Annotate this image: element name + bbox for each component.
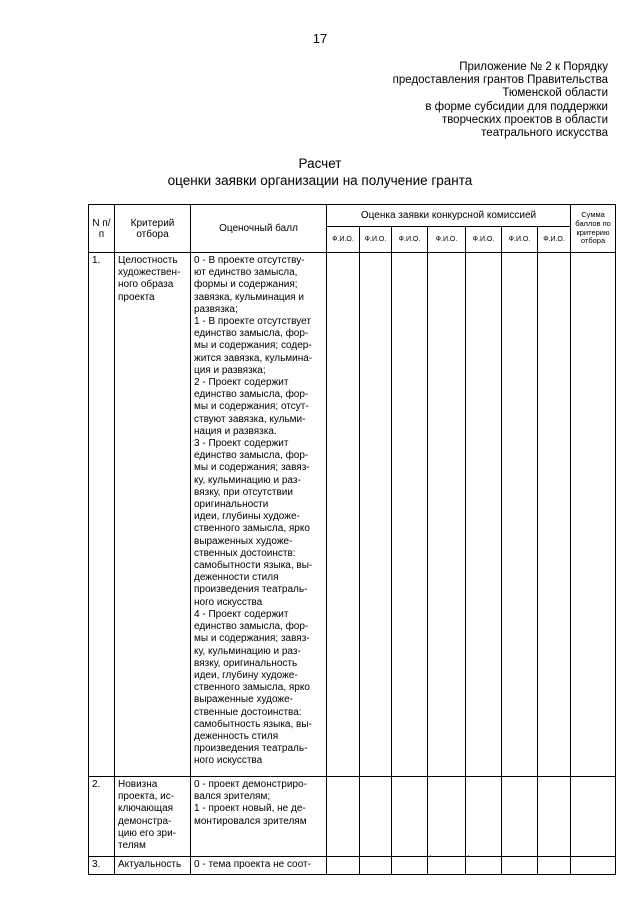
score-line: 1 - проект новый, не де- (194, 803, 306, 815)
score-line: единство замысла, фор- (194, 621, 309, 633)
score-cell[interactable] (392, 857, 428, 875)
header-criterion (115, 205, 191, 253)
score-line: деженности стиля (194, 572, 279, 584)
appendix-line: Приложение № 2 к Порядку (459, 61, 608, 73)
row-score-description (191, 857, 327, 875)
header-number (89, 205, 115, 253)
score-line: единство замысла, фор- (194, 328, 309, 340)
score-line: развязка; (194, 303, 238, 315)
header-fio: Ф.И.О. (466, 227, 502, 253)
header-fio: Ф.И.О. (360, 227, 392, 253)
header-fio: Ф.И.О. (327, 227, 360, 253)
criterion-line: Новизна (118, 779, 158, 790)
score-line: оригинальности (194, 499, 269, 511)
page-number: 17 (312, 31, 328, 46)
score-line: формы и содержания; (194, 279, 298, 291)
row-number: 2. (89, 777, 115, 857)
score-line: произведения театраль- (194, 584, 308, 596)
title-line: Расчет (298, 156, 342, 171)
score-line: вязку, при отсутствии (194, 486, 293, 498)
score-cell[interactable] (538, 253, 571, 777)
evaluation-table (88, 204, 616, 875)
score-cell[interactable] (327, 857, 360, 875)
criterion-line: Актуальность (118, 859, 182, 870)
score-line: ют единство замысла, (194, 267, 298, 279)
score-line: мы и содержания; завяз- (194, 633, 310, 645)
score-line: ку, кульминацию и раз- (194, 474, 301, 486)
score-line: мы и содержания; содер- (194, 340, 312, 352)
row-criterion (115, 777, 191, 857)
criterion-line: ключающая (118, 803, 174, 815)
scan-speck (468, 855, 469, 856)
score-line: единство замысла, фор- (194, 450, 309, 462)
document-title (0, 155, 640, 189)
score-cell[interactable] (502, 253, 538, 777)
score-line: 0 - тема проекта не соот- (194, 859, 311, 870)
header-criterion-line: отбора (136, 228, 169, 240)
header-number-line: п (98, 228, 105, 240)
score-cell[interactable] (466, 857, 502, 875)
row-criterion (115, 253, 191, 777)
header-sum-line: баллов по (575, 218, 611, 228)
score-cell[interactable] (428, 253, 466, 777)
score-line: ственных достоинств: (194, 547, 296, 559)
score-cell[interactable] (327, 253, 360, 777)
header-fio: Ф.И.О. (502, 227, 538, 253)
appendix-line: театрального искусства (481, 127, 608, 140)
score-cell[interactable] (538, 857, 571, 875)
score-cell[interactable] (392, 253, 428, 777)
criterion-line: демонстра- (118, 815, 172, 827)
header-sum-line: отбора (580, 236, 606, 246)
header-sum (571, 205, 616, 253)
score-line: идеи, глубины художе- (194, 511, 300, 523)
criterion-line: проекта (118, 291, 155, 303)
score-line: 1 - В проекте отсутствует (194, 316, 311, 328)
appendix-line: в форме субсидии для поддержки (425, 100, 608, 113)
score-line: мы и содержания; завяз- (194, 462, 310, 474)
score-cell[interactable] (392, 777, 428, 857)
score-line: ного искусства (194, 755, 263, 767)
header-criterion-line: Критерий (130, 217, 175, 229)
appendix-line: творческих проектов в области (441, 113, 608, 126)
appendix-note (393, 61, 608, 140)
appendix-line: Тюменской области (502, 87, 608, 100)
sum-cell[interactable] (571, 777, 616, 857)
header-sum-line: критерию (576, 227, 610, 237)
header-sum-line: Сумма (581, 210, 605, 220)
score-line: ственного замысла, ярко (194, 682, 310, 694)
header-fio: Ф.И.О. (538, 227, 571, 253)
score-cell[interactable] (466, 253, 502, 777)
score-cell[interactable] (428, 857, 466, 875)
score-line: ного искусства (194, 596, 263, 608)
criterion-line: Целостность (118, 255, 178, 266)
score-line: ствуют завязка, кульми- (194, 413, 306, 425)
score-cell[interactable] (428, 777, 466, 857)
score-line: завязка, кульминация и (194, 291, 305, 303)
score-line: выраженных художе- (194, 535, 293, 547)
score-line: 4 - Проект содержит (194, 608, 289, 620)
criterion-line: проекта, ис- (118, 791, 175, 803)
row-score-description (191, 253, 327, 777)
score-line: 3 - Проект содержит (194, 438, 289, 450)
score-line: идеи, глубину художе- (194, 669, 298, 681)
sum-cell[interactable] (571, 253, 616, 777)
score-line: самобытность языка, вы- (194, 718, 312, 730)
criterion-line: ного образа (118, 279, 174, 291)
row-criterion (115, 857, 191, 875)
row-number: 3. (89, 857, 115, 875)
score-line: 0 - В проекте отсутству- (194, 255, 305, 266)
score-line: деженность стиля (194, 730, 279, 742)
score-line: вался зрителям; (194, 791, 271, 803)
criterion-line: цию его зри- (118, 827, 176, 839)
score-cell[interactable] (360, 253, 392, 777)
row-number: 1. (89, 253, 115, 777)
score-cell[interactable] (466, 777, 502, 857)
score-line: мы и содержания; отсут- (194, 401, 309, 413)
header-commission: Оценка заявки конкурсной комиссией (327, 205, 571, 227)
table-row (89, 777, 616, 857)
title-line: оценки заявки организации на получение гранта (167, 173, 473, 188)
header-number-line: N п/ (92, 217, 111, 229)
score-line: 2 - Проект содержит (194, 377, 289, 389)
score-line: вязку, оригинальность (194, 657, 298, 669)
criterion-line: художествен- (118, 267, 181, 279)
score-line: единство замысла, фор- (194, 389, 309, 401)
score-line: ция и развязка; (194, 364, 266, 376)
score-line: ственного замысла, ярко (194, 523, 310, 535)
score-line: нация и развязка. (194, 425, 277, 437)
appendix-line: предоставления грантов Правительства (392, 74, 608, 87)
header-score: Оценочный балл (191, 205, 327, 253)
score-line: самобытности языка, вы- (194, 560, 313, 572)
score-cell[interactable] (538, 777, 571, 857)
score-cell[interactable] (502, 777, 538, 857)
score-line: ственные достоинства: (194, 706, 302, 718)
score-cell[interactable] (502, 857, 538, 875)
score-line: ку, кульминацию и раз- (194, 645, 301, 657)
row-score-description (191, 777, 327, 857)
scan-speck (430, 855, 431, 856)
header-fio: Ф.И.О. (428, 227, 466, 253)
table-row (89, 253, 616, 777)
criterion-line: телям (118, 840, 146, 852)
score-cell[interactable] (360, 857, 392, 875)
score-cell[interactable] (327, 777, 360, 857)
header-fio: Ф.И.О. (392, 227, 428, 253)
score-line: 0 - проект демонстриро- (194, 779, 307, 790)
score-line: выраженные художе- (194, 694, 293, 706)
table-row (89, 857, 616, 875)
score-line: произведения театраль- (194, 743, 308, 755)
score-line: жится завязка, кульмина- (194, 352, 313, 364)
score-line: монтировался зрителям (194, 815, 307, 827)
score-cell[interactable] (360, 777, 392, 857)
sum-cell[interactable] (571, 857, 616, 875)
